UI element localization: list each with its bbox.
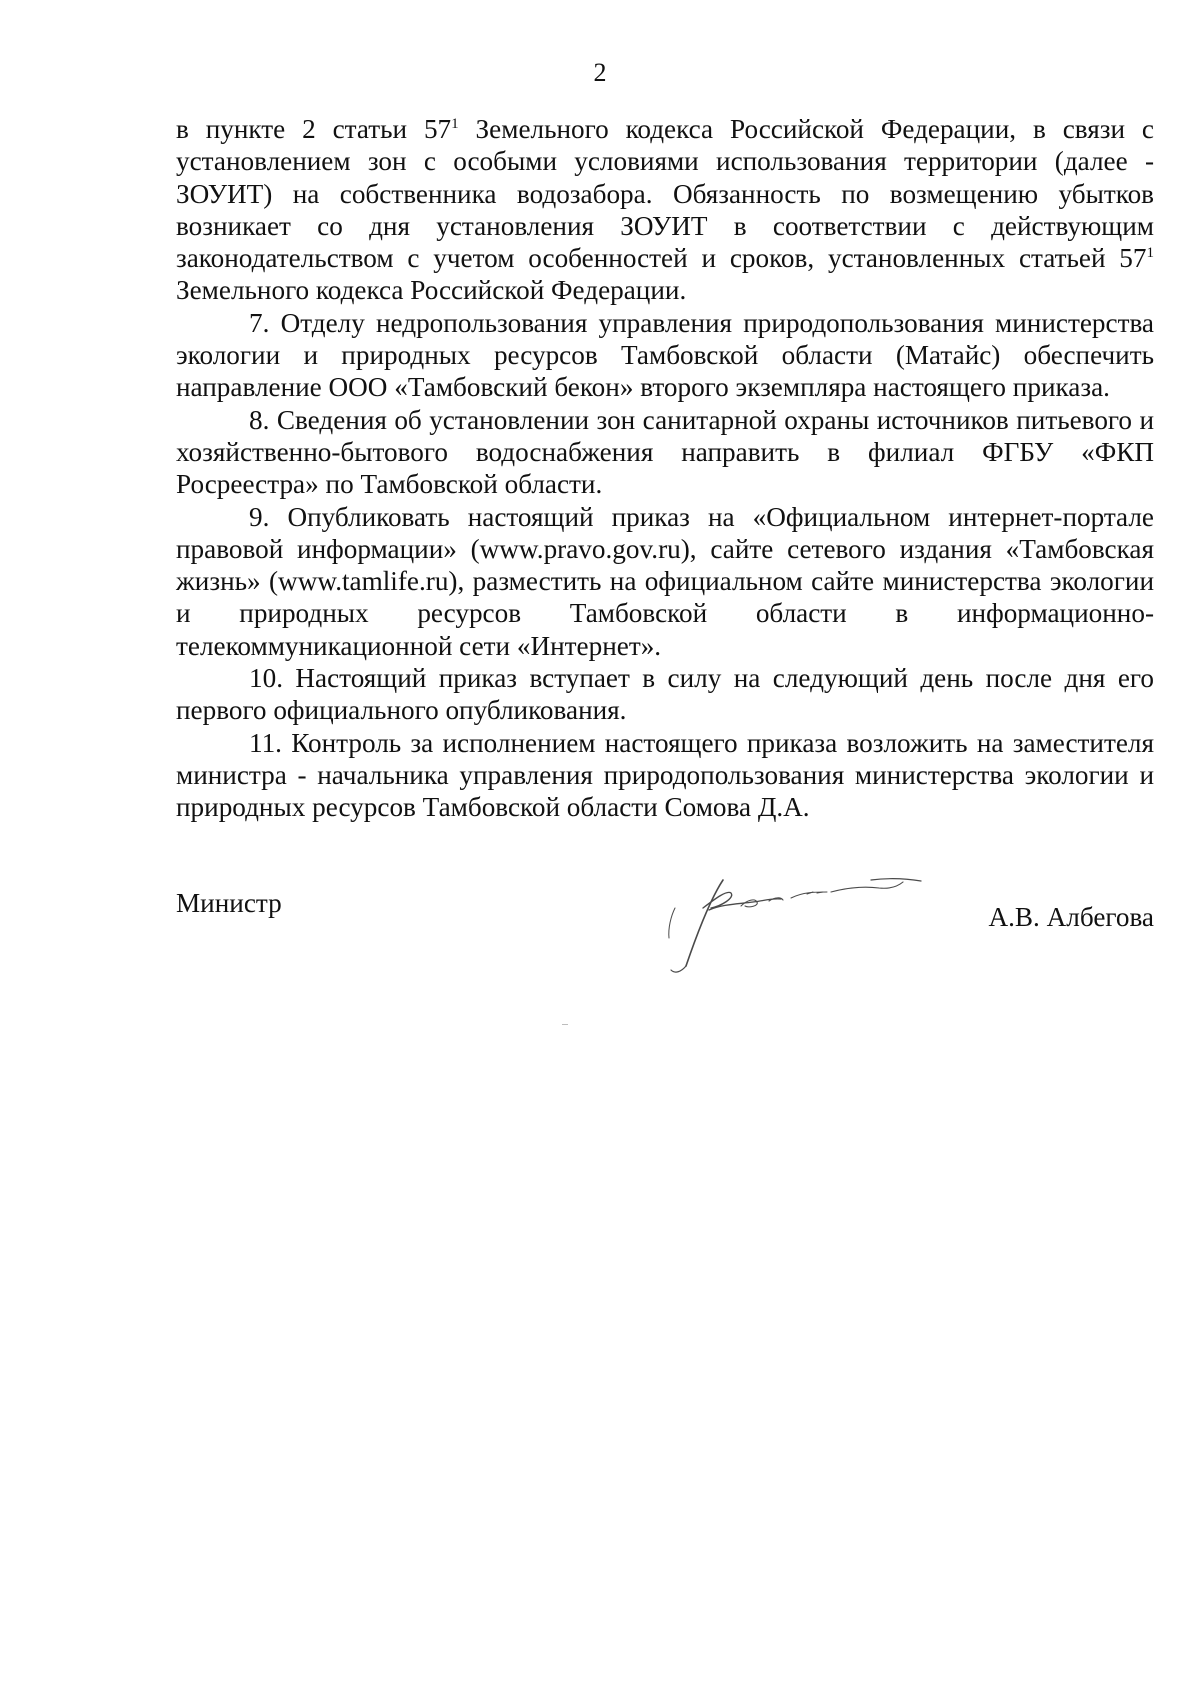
paragraph-item-9: 9. Опубликовать настоящий приказ на «Официальном интернет-портале правовой информации» (www.pravo.gov.ru), сайте сетевого издания «Тамбовская жизнь» (www.tamlife.ru), разместить на официальном сайте министерства экологии и природных ресурсов Тамбовской области в информационно-телекоммуникационной сети «Интернет».: [176, 501, 1154, 661]
paragraph-text-part: в пункте 2 статьи 57: [176, 114, 452, 144]
paragraph-item-11: 11. Контроль за исполнением настоящего приказа возложить на заместителя министра - начальника управления природопользования министерства экологии и природных ресурсов Тамбовской области Сомова Д.А.: [176, 727, 1154, 823]
signatory-name: А.В. Албегова: [988, 902, 1154, 932]
signature-block: [176, 880, 1154, 990]
handwritten-signature: [631, 868, 941, 978]
signatory-role: Министр: [176, 888, 282, 918]
superscript: 1: [1146, 245, 1154, 262]
page-number: 2: [593, 58, 607, 87]
scan-speck: [562, 1024, 568, 1025]
document-body: [176, 113, 1154, 824]
paragraph-item-10: 10. Настоящий приказ вступает в силу на следующий день после дня его первого официального опубликования.: [176, 663, 1154, 726]
paragraph-continuation: [176, 113, 1154, 307]
paragraph-item-7: 7. Отделу недропользования управления природопользования министерства экологии и природных ресурсов Тамбовской области (Матайс) обеспечить направление ООО «Тамбовский бекон» второго экземпляра настоящего приказа.: [176, 307, 1154, 403]
paragraph-text-part: Земельного кодекса Российской Федерации.: [176, 275, 687, 306]
superscript: 1: [451, 116, 459, 132]
paragraph-text-part: Земельного кодекса Российской Федерации, в связи с установлением зон с особыми условиями использования территории (далее - ЗОУИТ) на собственника водозабора. Обязанность по возмещению убытков возникает со дня установления ЗОУИТ в соответствии с действующим законодательством с учетом особенностей и сроков, установленных статьей 57: [176, 114, 1154, 274]
paragraph-item-8: 8. Сведения об установлении зон санитарной охраны источников питьевого и хозяйственно-бытового водоснабжения направить в филиал ФГБУ «ФКП Росреестра» по Тамбовской области.: [176, 404, 1154, 500]
